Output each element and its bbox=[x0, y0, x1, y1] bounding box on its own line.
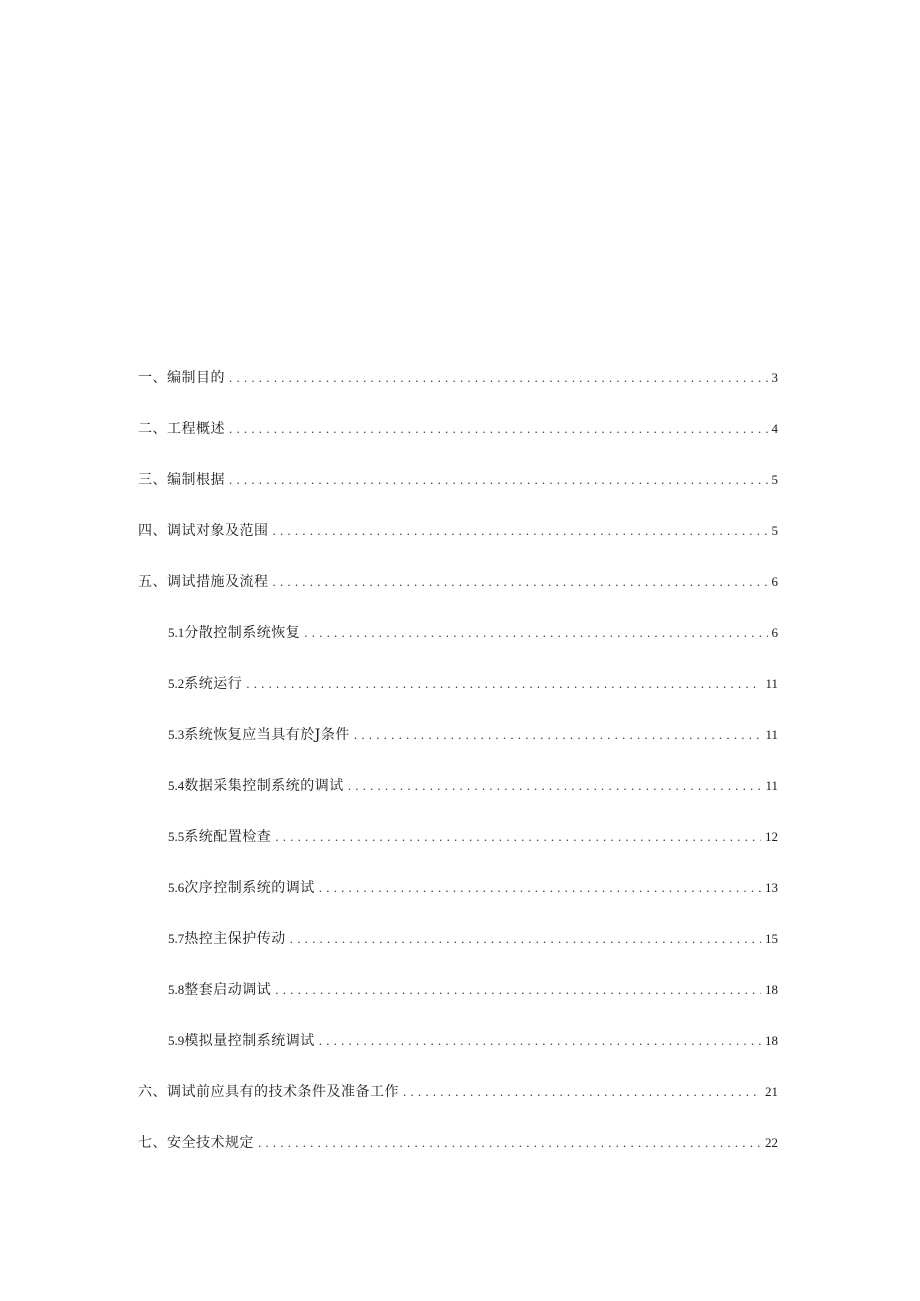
toc-dot-leader bbox=[246, 673, 761, 695]
toc-entry-title: 五、调试措施及流程 bbox=[138, 574, 269, 590]
toc-entry-5-6[interactable] bbox=[168, 877, 778, 899]
toc-entry-5-9[interactable] bbox=[168, 1030, 778, 1052]
toc-entry-5-5[interactable] bbox=[168, 826, 778, 848]
toc-dot-leader bbox=[229, 469, 768, 491]
toc-entry-title: 热控主保护传动 bbox=[184, 931, 286, 947]
toc-entry-page: 12 bbox=[765, 829, 778, 844]
toc-entry-page: 11 bbox=[765, 727, 778, 742]
toc-entry-number: 5.2 bbox=[168, 676, 185, 691]
toc-entry-title: 数据采集控制系统的调试 bbox=[184, 778, 344, 794]
toc-entry-number: 5.8 bbox=[168, 982, 185, 997]
toc-entry-page: 5 bbox=[771, 472, 778, 487]
toc-entry-page: 6 bbox=[771, 625, 778, 640]
toc-entry-title: 七、安全技术规定 bbox=[138, 1135, 254, 1151]
toc-dot-leader bbox=[290, 928, 761, 950]
toc-entry-1[interactable] bbox=[138, 367, 778, 389]
toc-entry-5-3[interactable] bbox=[168, 724, 778, 746]
toc-dot-leader bbox=[319, 877, 761, 899]
toc-dot-leader bbox=[354, 724, 762, 746]
toc-dot-leader bbox=[304, 622, 767, 644]
toc-entry-7[interactable] bbox=[138, 1132, 778, 1154]
toc-entry-title: 三、编制根据 bbox=[138, 472, 225, 488]
toc-entry-5[interactable] bbox=[138, 571, 778, 593]
toc-entry-title: 模拟量控制系统调试 bbox=[184, 1033, 315, 1049]
toc-entry-4[interactable] bbox=[138, 520, 778, 542]
toc-entry-number: 5.1 bbox=[168, 625, 185, 640]
toc-entry-6[interactable] bbox=[138, 1081, 778, 1103]
toc-entry-number: 5.9 bbox=[168, 1033, 185, 1048]
toc-entry-number: 5.3 bbox=[168, 727, 185, 742]
toc-entry-page: 21 bbox=[765, 1084, 778, 1099]
toc-entry-page: 11 bbox=[765, 778, 778, 793]
toc-dot-leader bbox=[348, 775, 762, 797]
toc-entry-page: 22 bbox=[765, 1135, 778, 1150]
toc-entry-number: 5.6 bbox=[168, 880, 185, 895]
toc-entry-page: 4 bbox=[771, 421, 778, 436]
toc-entry-title: 四、调试对象及范围 bbox=[138, 523, 269, 539]
toc-entry-2[interactable] bbox=[138, 418, 778, 440]
toc-entry-5-2[interactable] bbox=[168, 673, 778, 695]
toc-entry-5-8[interactable] bbox=[168, 979, 778, 1001]
toc-entry-5-7[interactable] bbox=[168, 928, 778, 950]
toc-dot-leader bbox=[229, 367, 768, 389]
toc-entry-page: 3 bbox=[771, 370, 778, 385]
toc-entry-title: 一、编制目的 bbox=[138, 370, 225, 386]
toc-entry-title: 系统恢复应当具有於J条件 bbox=[184, 727, 350, 743]
toc-dot-leader bbox=[275, 826, 761, 848]
toc-entry-page: 18 bbox=[765, 982, 778, 997]
toc-entry-number: 5.4 bbox=[168, 778, 185, 793]
toc-entry-number: 5.5 bbox=[168, 829, 185, 844]
toc-dot-leader bbox=[273, 520, 768, 542]
toc-entry-title: 整套启动调试 bbox=[184, 982, 272, 998]
toc-entry-5-1[interactable] bbox=[168, 622, 778, 644]
toc-entry-title: 分散控制系统恢复 bbox=[184, 625, 301, 641]
toc-entry-title: 系统运行 bbox=[184, 676, 243, 692]
toc-entry-title: 次序控制系统的调试 bbox=[184, 880, 315, 896]
toc-entry-page: 11 bbox=[765, 676, 778, 691]
toc-entry-title: 六、调试前应具有的技术条件及准备工作 bbox=[138, 1084, 399, 1100]
toc-entry-page: 15 bbox=[765, 931, 778, 946]
toc-dot-leader bbox=[403, 1081, 761, 1103]
toc-entry-page: 6 bbox=[771, 574, 778, 589]
toc-entry-number: 5.7 bbox=[168, 931, 185, 946]
toc-dot-leader bbox=[319, 1030, 761, 1052]
toc-entry-3[interactable] bbox=[138, 469, 778, 491]
toc-dot-leader bbox=[258, 1132, 761, 1154]
toc-entry-title: 系统配置检查 bbox=[184, 829, 272, 845]
toc-entry-page: 5 bbox=[771, 523, 778, 538]
toc-entry-page: 13 bbox=[765, 880, 778, 895]
toc-entry-page: 18 bbox=[765, 1033, 778, 1048]
toc-dot-leader bbox=[275, 979, 761, 1001]
toc-dot-leader bbox=[273, 571, 768, 593]
toc-dot-leader bbox=[229, 418, 768, 440]
toc-entry-5-4[interactable] bbox=[168, 775, 778, 797]
toc-entry-title: 二、工程概述 bbox=[138, 421, 225, 437]
